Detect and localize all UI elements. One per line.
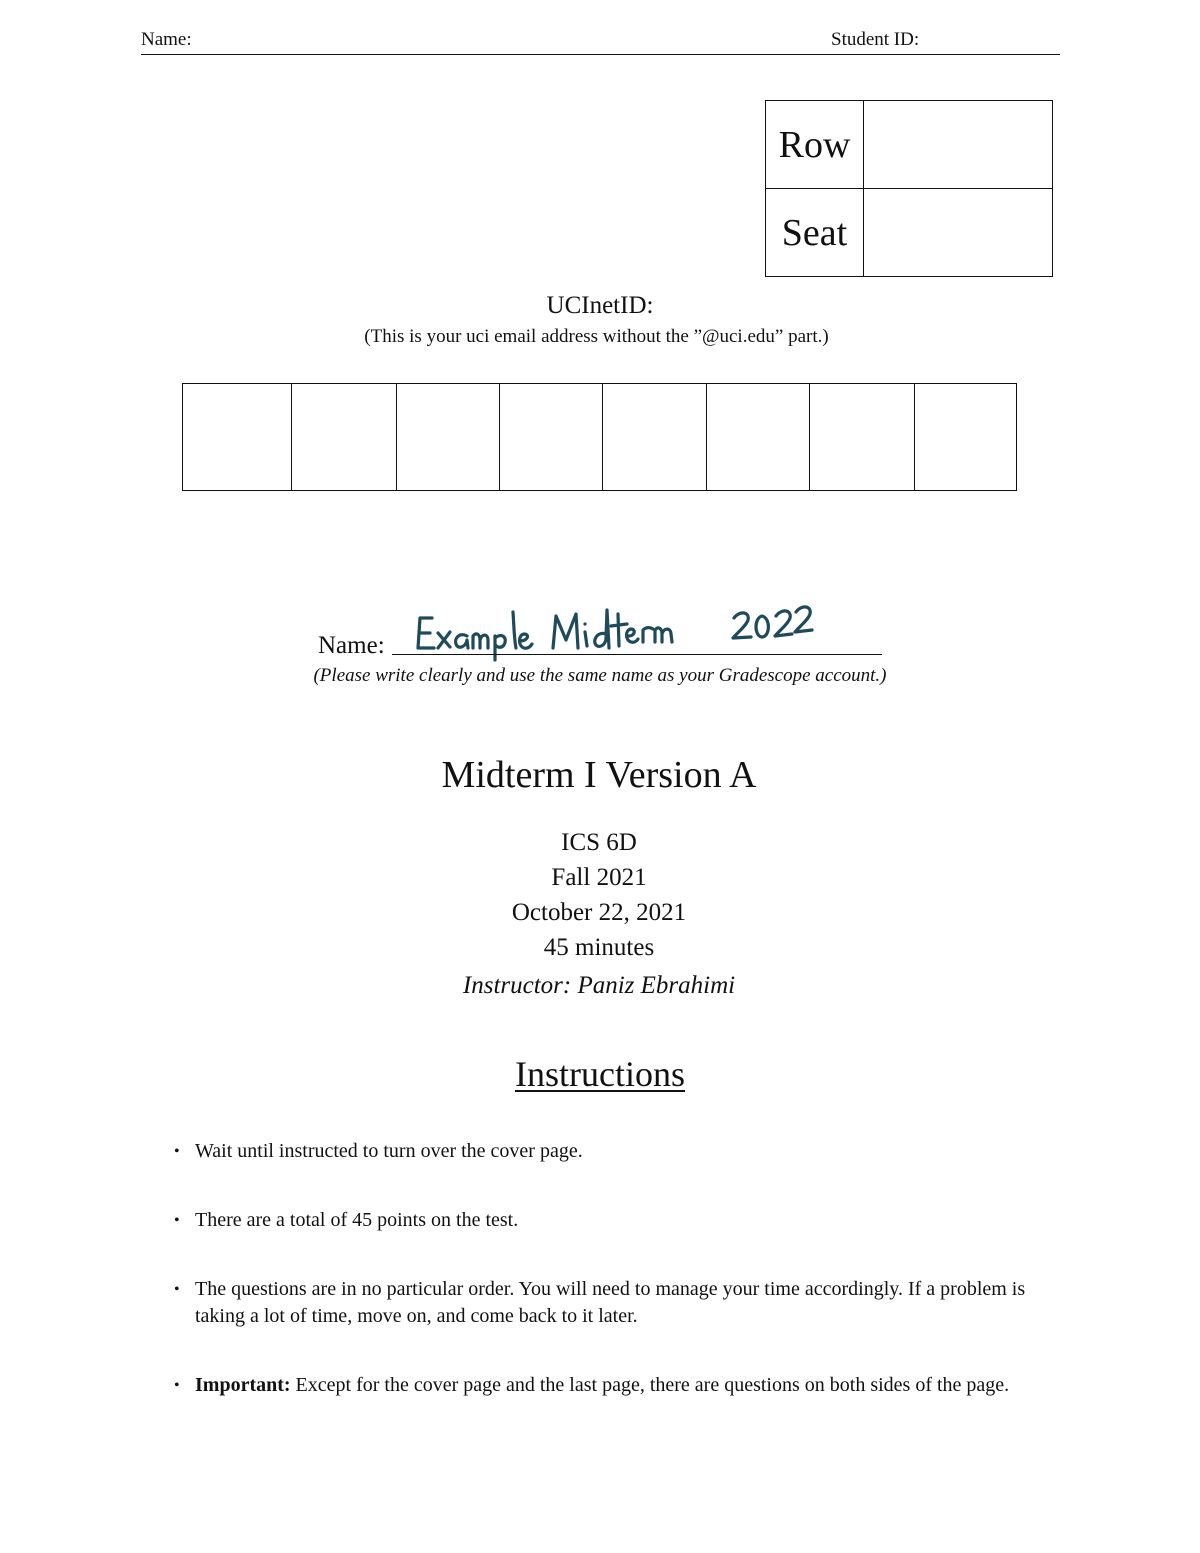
ucinetid-hint: (This is your uci email address without the ”@uci.edu” part.) [364,326,829,347]
ucinetid-char-box[interactable] [707,384,810,490]
row-entry [766,101,1053,189]
exam-title: Midterm I Version A [441,754,757,796]
header-name-label: Name: [141,29,192,50]
ucinetid-boxes [182,383,1017,491]
instruction-item [174,1138,1062,1165]
instruction-text: Wait until instructed to turn over the cover page. [195,1140,583,1162]
instruction-item [174,1276,1062,1330]
ucinetid-char-box[interactable] [292,384,397,490]
row-label: Row [766,101,864,189]
instruction-text: Except for the cover page and the last page, there are questions on both sides of the page. [290,1374,1010,1396]
term: Fall 2021 [551,864,647,891]
ucinetid-char-box[interactable] [397,384,500,490]
handwritten-name-signature [410,596,830,666]
seat-label: Seat [766,189,864,277]
exam-date: October 22, 2021 [511,899,687,926]
header-student-id-label: Student ID: [831,29,920,50]
instruction-item [174,1207,1062,1234]
ucinetid-char-box[interactable] [810,384,915,490]
instructions-heading: Instructions [515,1054,685,1094]
row-seat-table [765,100,1053,277]
seat-entry [766,189,1053,277]
seat-value-box[interactable] [864,189,1053,277]
ucinetid-char-box[interactable] [915,384,1018,490]
instructor: Instructor: Paniz Ebrahimi [462,972,736,999]
instruction-text: There are a total of 45 points on the test. [195,1209,519,1231]
ucinetid-char-box[interactable] [500,384,603,490]
name-underline [392,654,882,655]
ucinetid-char-box[interactable] [183,384,292,490]
row-value-box[interactable] [864,101,1053,189]
ucinetid-label: UCInetID: [546,292,654,319]
course-code: ICS 6D [561,829,637,856]
exam-duration: 45 minutes [543,934,655,961]
instruction-list [174,1138,1062,1441]
instruction-item [174,1372,1062,1399]
ucinetid-char-box[interactable] [603,384,707,490]
instruction-text: The questions are in no particular order. You will need to manage your time accordingly. If a problem is taking a lot of time, move on, and come back to it later. [195,1278,1026,1327]
instruction-bold-lead: Important: [195,1374,291,1396]
name-label: Name: [318,632,385,659]
header-rule [141,54,1060,55]
name-hint: (Please write clearly and use the same name as your Gradescope account.) [313,665,887,686]
